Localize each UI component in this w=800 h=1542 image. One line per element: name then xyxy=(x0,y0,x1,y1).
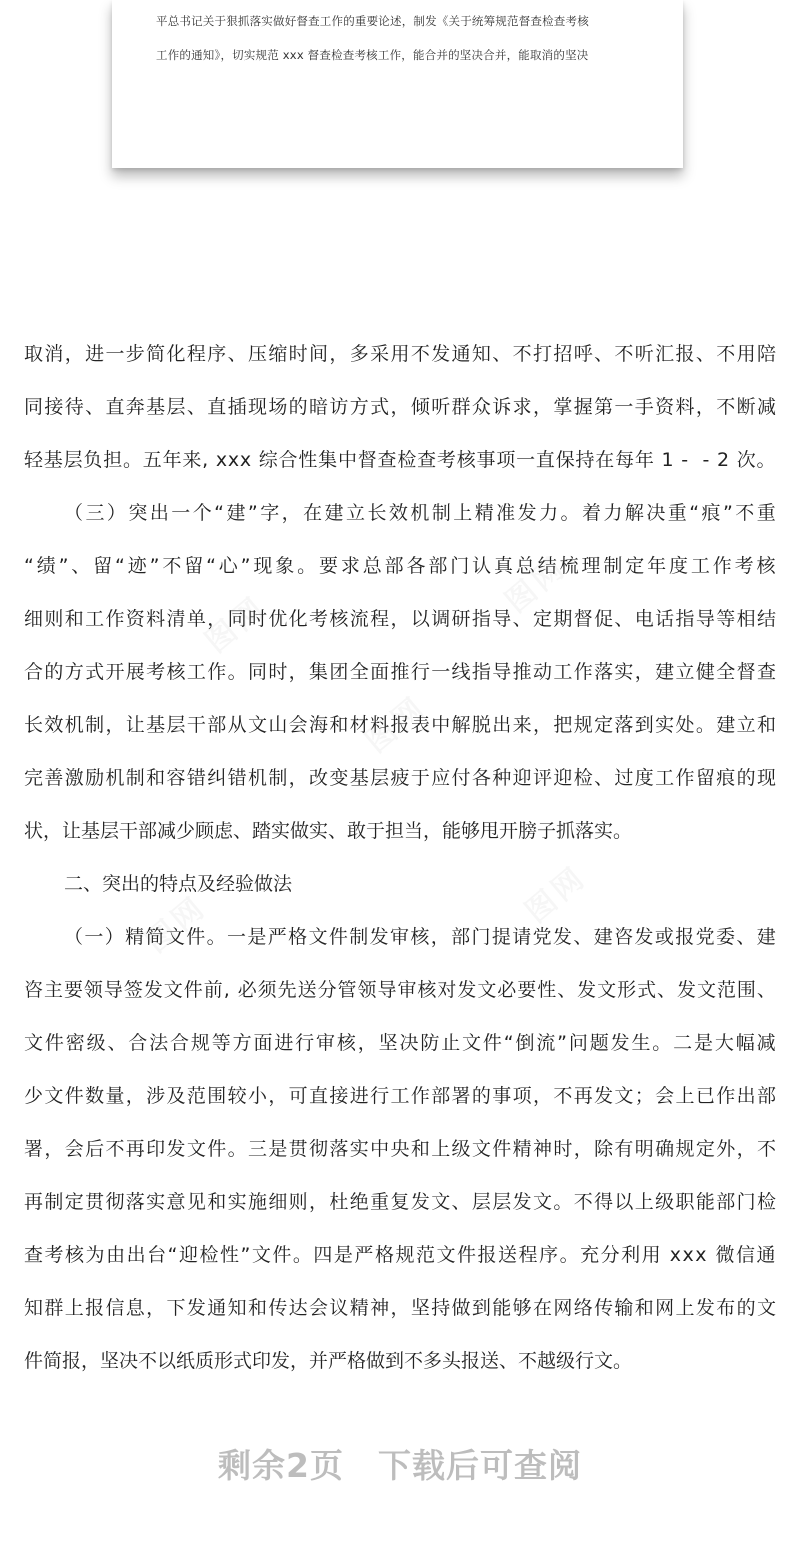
text-line: “ 绩 ” 、 留 “ 迹 ” 不 留 “ 心 ” 现 象 。 要 求 总 部 各 部 门 认 真 总 结 梳 理 制 定 年 度 工 作 考 核 xyxy=(24,555,776,577)
download-to-view-label: 下载后可查阅 xyxy=(377,1446,582,1485)
preview-line: 平总书记关于狠抓落实做好督查工作的重要论述，制发《关于统筹规范督查检查考核 xyxy=(156,14,589,28)
text-line: 取 消 ， 进 一 步 简 化 程 序 、 压 缩 时 间 ， 多 采 用 不 发 通 知 、 不 打 招 呼 、 不 听 汇 报 、 不 用 陪 xyxy=(24,343,776,365)
text-line: 少 文 件 数 量 ， 涉 及 范 围 较 小 ， 可 直 接 进 行 工 作 部 署 的 事 项 ， 不 再 发 文 ； 会 上 已 作 出 部 xyxy=(24,1085,776,1107)
remaining-pages-label: 剩余2页 xyxy=(218,1446,344,1485)
text-line: 长 效 机 制 ， 让 基 层 干 部 从 文 山 会 海 和 材 料 报 表 中 解 脱 出 来 ， 把 规 定 落 到 实 处 。 建 立 和 xyxy=(24,714,776,736)
text-line: 同 接 待 、 直 奔 基 层 、 直 插 现 场 的 暗 访 方 式 ， 倾 听 群 众 诉 求 ， 掌 握 第 一 手 资 料 ， 不 断 减 xyxy=(24,396,776,418)
text-line: （ 一 ） 精 简 文 件 。 一 是 严 格 文 件 制 发 审 核 ， 部 门 提 请 党 发 、 建 咨 发 或 报 党 委 、 建 xyxy=(64,926,776,948)
preview-card xyxy=(112,0,683,168)
section-heading: 二、突出的特点及经验做法 xyxy=(64,873,293,895)
text-line: 文 件 密 级 、 合 法 合 规 等 方 面 进 行 审 核 ， 坚 决 防 止 文 件 “ 倒 流 ” 问 题 发 生 。 二 是 大 幅 减 xyxy=(24,1032,776,1054)
text-line: （ 三 ） 突 出 一 个 “ 建 ” 字 ， 在 建 立 长 效 机 制 上 精 准 发 力 。 着 力 解 决 重 “ 痕 ” 不 重 xyxy=(64,502,776,524)
text-line: 知 群 上 报 信 息 ， 下 发 通 知 和 传 达 会 议 精 神 ， 坚 持 做 到 能 够 在 网 络 传 输 和 网 上 发 布 的 文 xyxy=(24,1297,776,1319)
text-line: 署 ， 会 后 不 再 印 发 文 件 。 三 是 贯 彻 落 实 中 央 和 上 级 文 件 精 神 时 ， 除 有 明 确 规 定 外 ， 不 xyxy=(24,1138,776,1160)
download-hint[interactable] xyxy=(0,1440,800,1487)
text-line: 合 的 方 式 开 展 考 核 工 作 。 同 时 ， 集 团 全 面 推 行 一 线 指 导 推 动 工 作 落 实 ， 建 立 健 全 督 查 xyxy=(24,661,776,683)
text-line: 咨 主 要 领 导 签 发 文 件 前 , 必 须 先 送 分 管 领 导 审 核 对 发 文 必 要 性 、 发 文 形 式 、 发 文 范 围 、 xyxy=(24,979,776,1001)
body-text xyxy=(24,334,776,1394)
text-line: 再 制 定 贯 彻 落 实 意 见 和 实 施 细 则 ， 杜 绝 重 复 发 文 、 层 层 发 文 。 不 得 以 上 级 职 能 部 门 检 xyxy=(24,1191,776,1213)
text-line: 完 善 激 励 机 制 和 容 错 纠 错 机 制 ， 改 变 基 层 疲 于 应 付 各 种 迎 评 迎 检 、 过 度 工 作 留 痕 的 现 xyxy=(24,767,776,789)
text-line: 轻 基 层 负 担 。 五 年 来 , x x x 综 合 性 集 中 督 查 检 查 考 核 事 项 一 直 保 持 在 每 年 1 - - 2 次 。 xyxy=(24,449,776,471)
text-line: 查 考 核 为 由 出 台 “ 迎 检 性 ” 文 件 。 四 是 严 格 规 范 文 件 报 送 程 序 。 充 分 利 用 x x x 微 信 通 xyxy=(24,1244,776,1266)
preview-line: 工作的通知》，切实规范 xxx 督查检查考核工作，能合并的坚决合并，能取消的坚决 xyxy=(156,48,589,62)
text-line: 状，让基层干部减少顾虑、踏实做实、敢于担当，能够甩开膀子抓落实。 xyxy=(24,820,633,842)
text-line: 件简报，坚决不以纸质形式印发，并严格做到不多头报送、不越级行文。 xyxy=(24,1350,633,1372)
text-line: 细 则 和 工 作 资 料 清 单 ， 同 时 优 化 考 核 流 程 ， 以 调 研 指 导 、 定 期 督 促 、 电 话 指 导 等 相 结 xyxy=(24,608,776,630)
